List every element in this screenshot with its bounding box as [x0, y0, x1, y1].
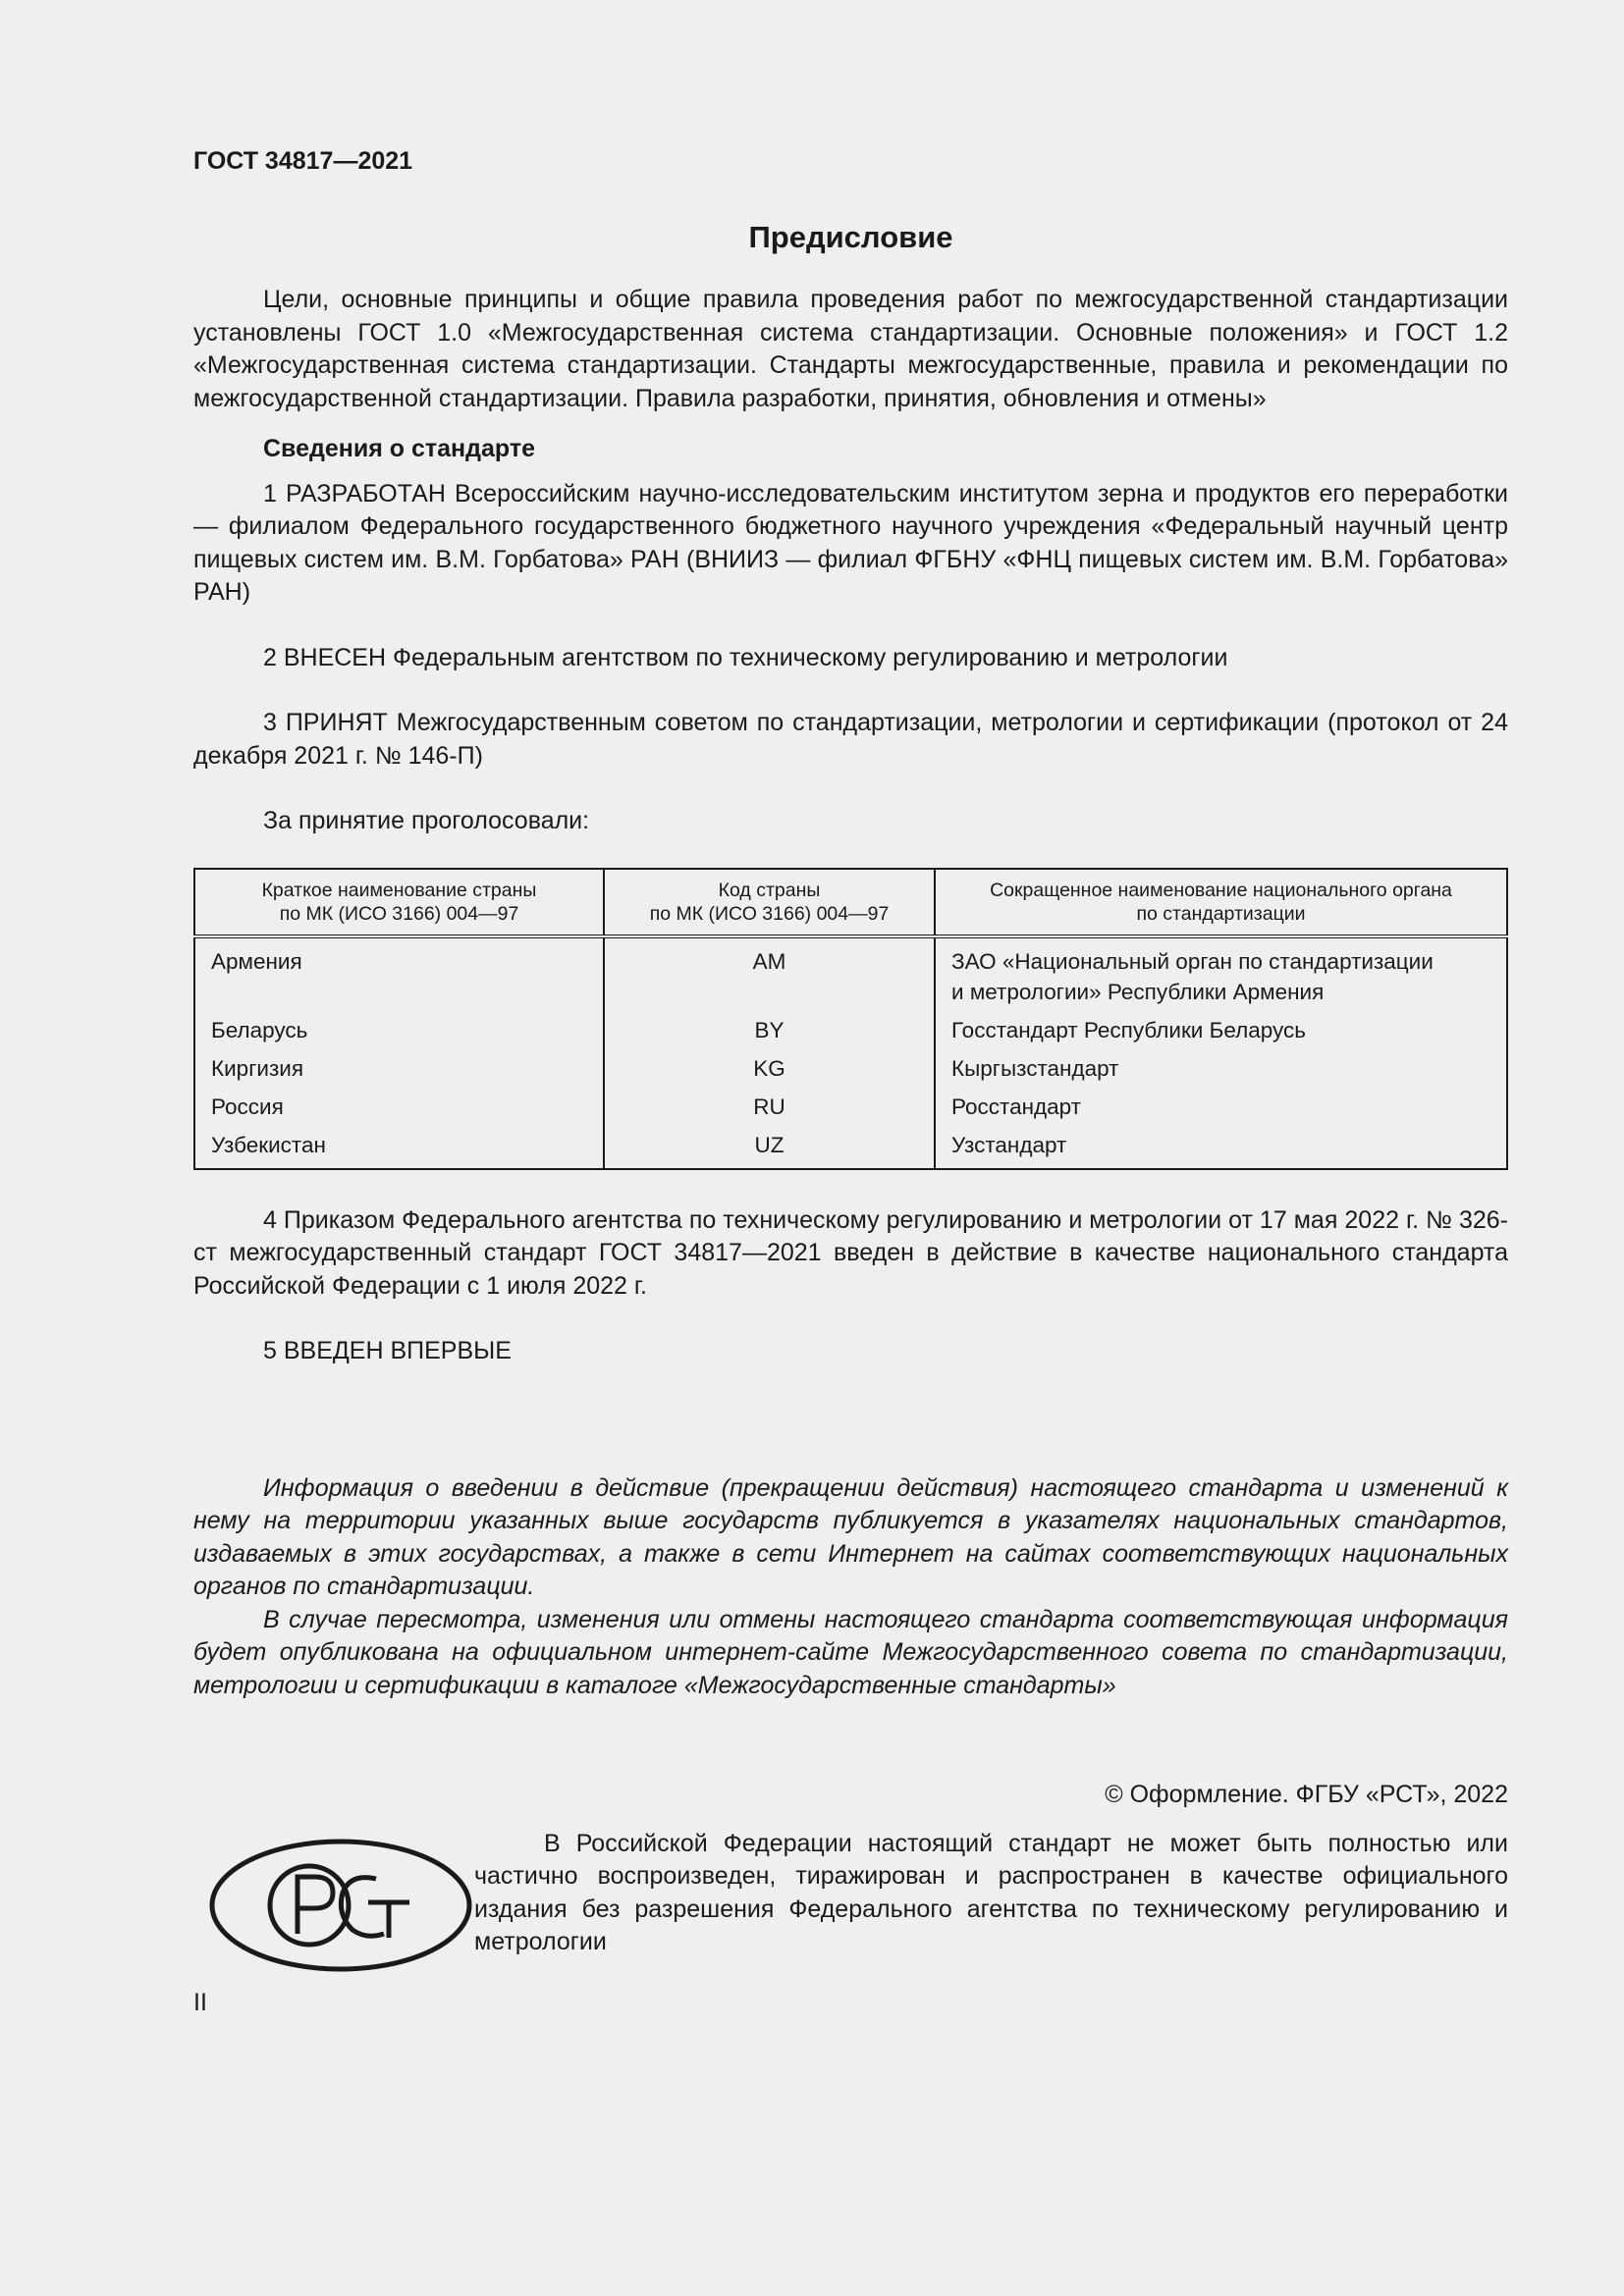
copyright: © Оформление. ФГБУ «РСТ», 2022	[1105, 1781, 1508, 1808]
cell-body: ЗАО «Национальный орган по стандартизации и метрологии» Республики Армения	[951, 948, 1434, 1004]
header-country: Краткое наименование страны по МК (ИСО 3166) 004—97	[194, 869, 604, 936]
header-code: Код страны по МК (ИСО 3166) 004—97	[604, 869, 935, 936]
info-heading: Сведения о стандарте	[263, 435, 536, 462]
cell-body: Госстандарт Республики Беларусь	[951, 1017, 1307, 1042]
item-enacted: 4 Приказом Федерального агентства по техническому регулированию и метрологии от 17 мая 2022 г. № 326-ст межгосударственный стандарт ГОСТ 34817—2021 введен в действие в качестве национального стандарта Российской Федерации с 1 июля 2022 г.	[193, 1205, 1508, 1300]
cell-code: BY	[604, 1010, 935, 1048]
item-voted: За принятие проголосовали:	[263, 807, 590, 834]
intro-paragraph: Цели, основные принципы и общие правила проведения работ по межгосударственной стандартизации установлены ГОСТ 1.0 «Межгосударственная система стандартизации. Основные положения» и ГОСТ 1.2 «Межгосударственная система стандартизации. Стандарты межгосударственные, правила и рекомендации по межгосударственной стандартизации. Правила разработки, принятия, обновления и отмены»	[193, 286, 1508, 412]
cell-body: Кыргызстандарт	[951, 1055, 1119, 1081]
notice-paragraph-1: Информация о введении в действие (прекращении действия) настоящего стандарта и изменений к нему на территории указанных выше государств публикуется в указателях национальных стандартов, издаваемых в этих государствах, а также в сети Интернет на сайтах соответствующих национальных органов по стандартизации.	[193, 1473, 1508, 1600]
cell-body: Узстандарт	[951, 1132, 1067, 1157]
table-row	[194, 1048, 1507, 1087]
table-row	[194, 1125, 1507, 1169]
page-number: II	[193, 1988, 207, 2016]
cell-code: RU	[604, 1087, 935, 1125]
voting-table	[193, 868, 1508, 1170]
table-row	[194, 1010, 1507, 1048]
doc-number: ГОСТ 34817—2021	[193, 147, 413, 175]
notice-block	[193, 1472, 1508, 1703]
table-row	[194, 1087, 1507, 1125]
cell-country: Беларусь	[194, 1010, 604, 1048]
cell-country: Армения	[194, 936, 604, 1010]
cell-country: Киргизия	[194, 1048, 604, 1087]
item-developed: 1 РАЗРАБОТАН Всероссийским научно-исследовательским институтом зерна и продуктов его переработки — филиалом Федерального государственного бюджетного научного учреждения «Федеральный научный центр пищевых систем им. В.М. Горбатова» РАН (ВНИИЗ — филиал ФГБНУ «ФНЦ пищевых систем им. В.М. Горбатова» РАН)	[193, 479, 1508, 606]
header-body: Сокращенное наименование национального органа по стандартизации	[935, 869, 1507, 936]
rights-block	[193, 1828, 1508, 1975]
cell-country: Узбекистан	[194, 1125, 604, 1169]
rights-notice: В Российской Федерации настоящий стандарт не может быть полностью или частично воспроизведен, тиражирован и распространен в качестве официального издания без разрешения Федерального агентства по техническому регулированию и метрологии	[474, 1829, 1508, 1955]
cell-country: Россия	[194, 1087, 604, 1125]
cell-code: UZ	[604, 1125, 935, 1169]
rst-logo-icon	[207, 1836, 474, 1975]
cell-body: Росстандарт	[951, 1094, 1081, 1119]
document-body	[193, 218, 1508, 2019]
item-adopted: 3 ПРИНЯТ Межгосударственным советом по стандартизации, метрологии и сертификации (протокол от 24 декабря 2021 г. № 146-П)	[193, 709, 1508, 770]
item-introduced: 2 ВНЕСЕН Федеральным агентством по техническому регулированию и метрологии	[263, 643, 1228, 671]
table-row	[194, 936, 1507, 1010]
page-title: Предисловие	[748, 220, 953, 254]
notice-paragraph-2: В случае пересмотра, изменения или отмены настоящего стандарта соответствующая информация будет опубликована на официальном интернет-сайте Межгосударственного совета по стандартизации, метрологии и сертификации в каталоге «Межгосударственные стандарты»	[193, 1605, 1508, 1699]
cell-code: AM	[604, 936, 935, 1010]
item-first: 5 ВВЕДЕН ВПЕРВЫЕ	[263, 1337, 512, 1364]
cell-code: KG	[604, 1048, 935, 1087]
table-header-row	[194, 869, 1507, 936]
